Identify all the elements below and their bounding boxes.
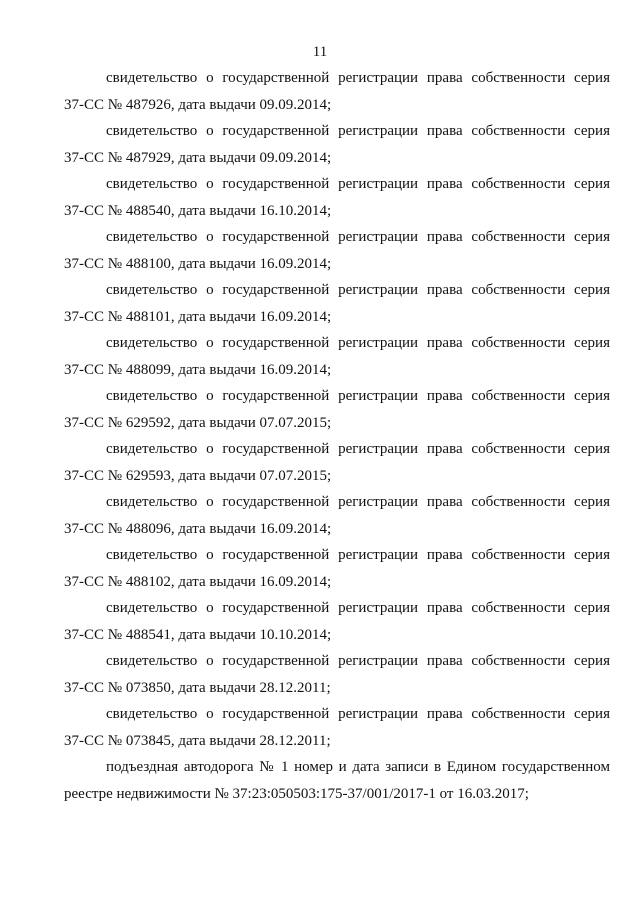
entry-text-line2: 37-СС № 488101, дата выдачи 16.09.2014; [64,309,332,325]
entry-text-line1: свидетельство о государственной регистрации права собственности серия [106,282,610,298]
entry-text-line2: 37-СС № 629593, дата выдачи 07.07.2015; [64,468,332,484]
entry-text-line1: свидетельство о государственной регистрации права собственности серия [106,547,610,563]
entry-text-line2: 37-СС № 487926, дата выдачи 09.09.2014; [64,97,332,113]
road-registration-entry [64,755,610,815]
entry-text-line1: свидетельство о государственной регистрации права собственности серия [106,600,610,616]
entry-text-line1: свидетельство о государственной регистрации права собственности серия [106,176,610,192]
entry-text-line2: 37-СС № 488540, дата выдачи 16.10.2014; [64,203,332,219]
certificate-entry [64,702,610,755]
entry-text-line2: 37-СС № 488541, дата выдачи 10.10.2014; [64,627,332,643]
entry-text-line1: свидетельство о государственной регистрации права собственности серия [106,123,610,139]
entry-text-line2: 37-СС № 488100, дата выдачи 16.09.2014; [64,256,332,272]
entry-text-line1: свидетельство о государственной регистрации права собственности серия [106,494,610,510]
certificate-entry [64,490,610,543]
road-entry-text-line1: подъездная автодорога № 1 номер и дата записи в Едином государственном [106,759,610,775]
entry-text-line1: свидетельство о государственной регистрации права собственности серия [106,70,610,86]
entry-text-line2: 37-СС № 488096, дата выдачи 16.09.2014; [64,521,332,537]
entry-text-line2: 37-СС № 629592, дата выдачи 07.07.2015; [64,415,332,431]
certificate-entry [64,331,610,384]
certificate-list [64,66,610,815]
certificate-entry [64,119,610,172]
entry-text-line1: свидетельство о государственной регистрации права собственности серия [106,388,610,404]
certificate-entry [64,384,610,437]
entry-text-line1: свидетельство о государственной регистрации права собственности серия [106,441,610,457]
entry-text-line2: 37-СС № 487929, дата выдачи 09.09.2014; [64,150,332,166]
certificate-entry [64,437,610,490]
page-number: 11 [312,44,328,60]
entry-text-line1: свидетельство о государственной регистрации права собственности серия [106,229,610,245]
entry-text-line2: 37-СС № 073850, дата выдачи 28.12.2011; [64,680,331,696]
certificate-entry [64,278,610,331]
entry-text-line1: свидетельство о государственной регистрации права собственности серия [106,653,610,669]
road-entry-text-line2: реестре недвижимости № 37:23:050503:175-37/001/2017-1 от 16.03.2017; [64,786,529,802]
entry-text-line2: 37-СС № 073845, дата выдачи 28.12.2011; [64,733,331,749]
entry-text-line2: 37-СС № 488102, дата выдачи 16.09.2014; [64,574,332,590]
certificate-entry [64,66,610,119]
entry-text-line1: свидетельство о государственной регистрации права собственности серия [106,335,610,351]
certificate-entry [64,543,610,596]
certificate-entry [64,649,610,702]
certificate-entry [64,225,610,278]
entry-text-line2: 37-СС № 488099, дата выдачи 16.09.2014; [64,362,332,378]
certificate-entry [64,596,610,649]
certificate-entry [64,172,610,225]
entry-text-line1: свидетельство о государственной регистрации права собственности серия [106,706,610,722]
